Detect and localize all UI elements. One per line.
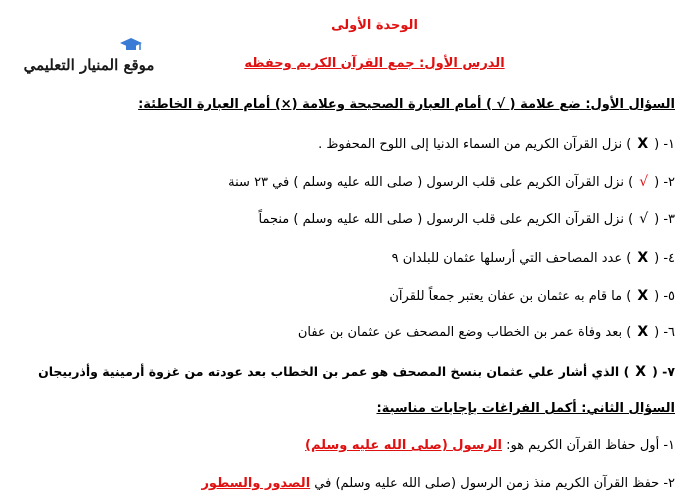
item-text: الذي أشار علي عثمان بنسخ المصحف هو عمر بن الخطاب بعد عودته من غزوة أرمينية وأذربيجان: [38, 364, 620, 379]
q1-item: ٣- (√) نزل القرآن الكريم على قلب الرسول ( صلى الله عليه وسلم ) منجماً: [258, 211, 675, 227]
cross-mark: X: [637, 324, 649, 340]
item-number: ٥- (: [654, 289, 675, 304]
item-number: ١- (: [654, 137, 675, 152]
site-logo: [14, 38, 164, 78]
graduation-cap-icon: [120, 38, 142, 52]
cross-mark: X: [637, 136, 649, 152]
cross-mark: X: [637, 288, 649, 304]
q2-prompt: السؤال الثاني: أكمل الفراغات بإجابات مناسبة:: [376, 401, 675, 416]
q1-item: ٥- (X) ما قام به عثمان بن عفان يعتبر جمعاً للقرآن: [389, 288, 675, 304]
lesson-title: الدرس الأول: جمع القرآن الكريم وحفظه: [244, 56, 505, 71]
item-text: نزل القرآن الكريم من السماء الدنيا إلى اللوح المحفوظ .: [318, 137, 623, 152]
item-text: نزل القرآن الكريم على قلب الرسول ( صلى الله عليه وسلم ) في ٢٣ سنة: [228, 175, 624, 190]
q1-item: ٦- (X) بعد وفاة عمر بن الخطاب وضع المصحف عن عثمان بن عفان: [297, 324, 675, 340]
q1-item: ٧- (X) الذي أشار علي عثمان بنسخ المصحف هو عمر بن الخطاب بعد عودته من غزوة أرمينية وأذربيجان: [38, 364, 675, 380]
item-text: عدد المصاحف التي أرسلها عثمان للبلدان ٩: [391, 251, 623, 266]
item-text: ١- أول حفاظ القرآن الكريم هو:: [506, 438, 675, 453]
item-number: ٣- (: [654, 212, 675, 227]
answer-text: الرسول (صلى الله عليه وسلم): [305, 438, 502, 453]
q1-prompt: السؤال الأول: ضع علامة ( √ ) أمام العبارة الصحيحة وعلامة (×) أمام العبارة الخاطئة:: [138, 97, 675, 112]
q2-item: [14, 438, 675, 453]
logo-text: موقع المنيار التعليمي: [23, 56, 155, 74]
unit-title: الوحدة الأولى: [331, 18, 418, 33]
check-mark: √: [639, 211, 649, 227]
q2-item: [14, 476, 675, 491]
item-number: ٦- (: [654, 325, 675, 340]
cross-mark: X: [637, 250, 649, 266]
answer-text: الصدور والسطور: [201, 476, 311, 491]
q1-item: ٢- (√) نزل القرآن الكريم على قلب الرسول ( صلى الله عليه وسلم ) في ٢٣ سنة: [228, 174, 675, 190]
item-text: ٢- حفظ القرآن الكريم منذ زمن الرسول (صلى الله عليه وسلم) في: [314, 476, 675, 491]
q1-item: ٤- (X) عدد المصاحف التي أرسلها عثمان للبلدان ٩: [391, 250, 675, 266]
item-text: بعد وفاة عمر بن الخطاب وضع المصحف عن عثمان بن عفان: [297, 325, 623, 340]
item-text: نزل القرآن الكريم على قلب الرسول ( صلى الله عليه وسلم ) منجماً: [258, 212, 624, 227]
item-number: ٤- (: [654, 251, 675, 266]
q1-item: ١- (X) نزل القرآن الكريم من السماء الدنيا إلى اللوح المحفوظ .: [318, 136, 675, 152]
cross-mark: X: [635, 364, 647, 380]
check-mark: √: [639, 174, 649, 190]
item-text: ما قام به عثمان بن عفان يعتبر جمعاً للقرآن: [389, 289, 623, 304]
item-number: ٧- (: [652, 364, 675, 379]
item-number: ٢- (: [654, 175, 675, 190]
